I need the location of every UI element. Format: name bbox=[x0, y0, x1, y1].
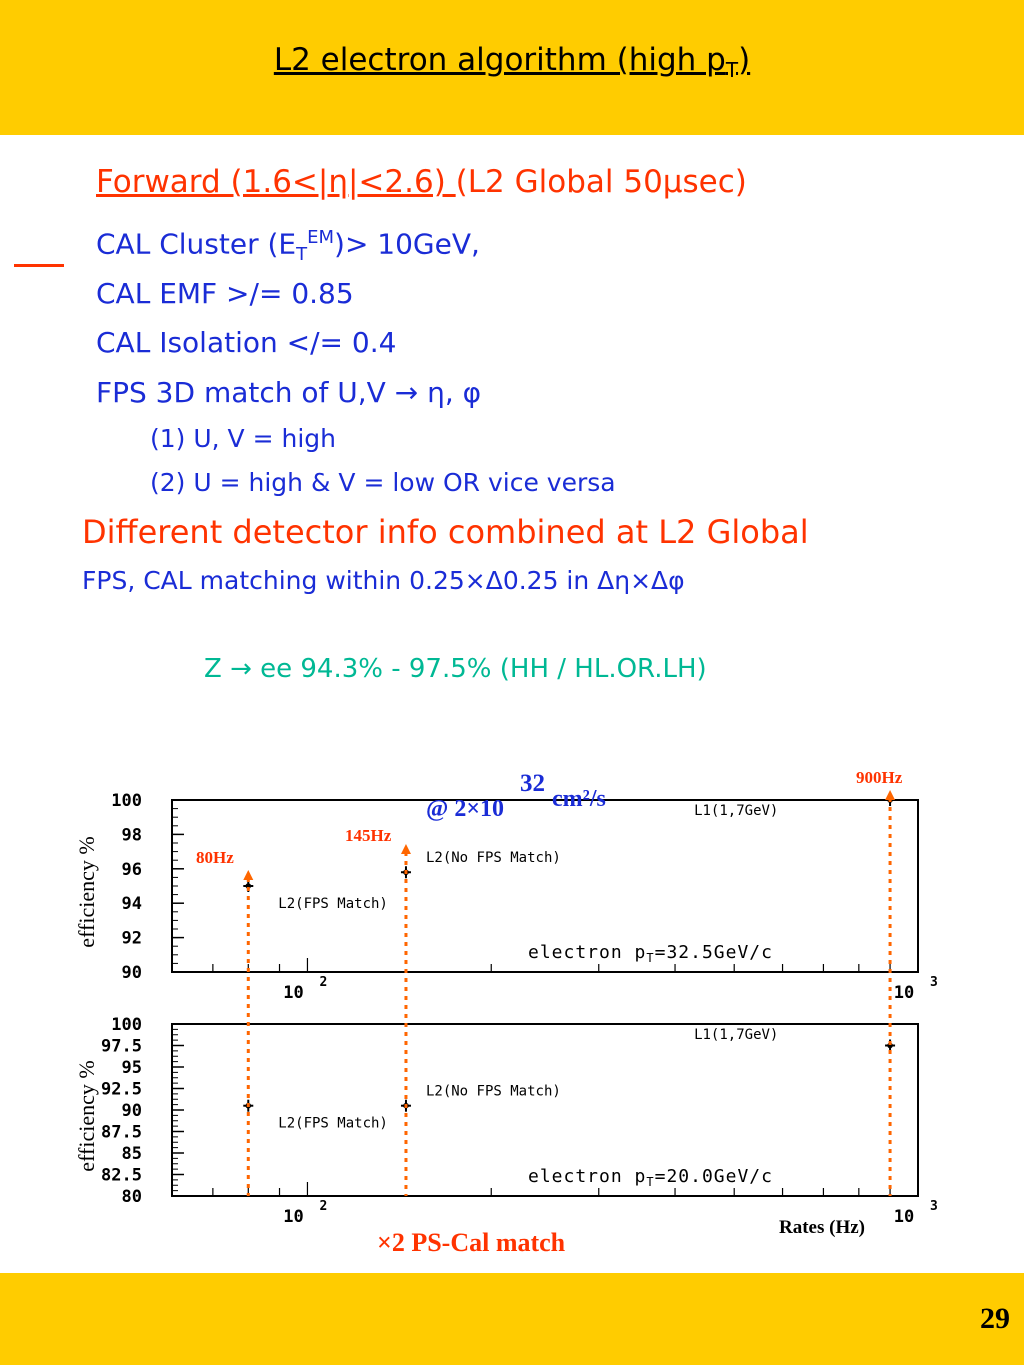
matching-note: FPS, CAL matching within 0.25×Δ0.25 in Δη×Δφ bbox=[82, 566, 685, 595]
y-axis-label: efficiency % bbox=[74, 836, 99, 948]
bullet-dash bbox=[14, 264, 64, 267]
y-tick-label: 82.5 bbox=[101, 1165, 142, 1186]
y-tick-label: 94 bbox=[121, 894, 142, 915]
point-label: L2(No FPS Match) bbox=[425, 850, 561, 867]
point-label: L1(1,7GeV) bbox=[694, 1027, 779, 1043]
x-tick-label: 10 bbox=[893, 983, 915, 1003]
y-tick-label: 90 bbox=[121, 963, 142, 983]
x-tick-label: 10 bbox=[283, 983, 304, 1003]
y-axis-label: efficiency % bbox=[74, 1060, 99, 1172]
x-tick-exponent: 2 bbox=[319, 1199, 328, 1214]
x-tick-exponent: 3 bbox=[930, 975, 938, 990]
y-tick-label: 92.5 bbox=[101, 1079, 142, 1100]
page-number: 29 bbox=[980, 1302, 1010, 1335]
rate-label-145: 145Hz bbox=[345, 826, 392, 845]
energy-annotation: electron $p_T=20.0GeV/c$ bbox=[528, 1166, 773, 1189]
rate-marker-arrow bbox=[885, 790, 895, 800]
y-tick-label: 87.5 bbox=[101, 1122, 142, 1143]
sub-bullet-1: (1) U, V = high bbox=[150, 424, 336, 453]
y-tick-label: 98 bbox=[121, 825, 142, 846]
bottom-banner bbox=[0, 1273, 1024, 1365]
y-tick-label: 80 bbox=[121, 1187, 142, 1207]
luminosity-exponent: 32 bbox=[520, 770, 545, 797]
x-tick-exponent: 3 bbox=[930, 1199, 938, 1214]
bullet-cal-emf: CAL EMF >/= 0.85 bbox=[96, 277, 354, 310]
efficiency-charts bbox=[0, 712, 1024, 1272]
rate-marker-arrow bbox=[243, 870, 253, 880]
y-tick-label: 90 bbox=[121, 1101, 142, 1121]
energy-annotation: electron $p_T=32.5GeV/c$ bbox=[528, 942, 773, 965]
luminosity-label: @ 2×10 bbox=[426, 796, 504, 822]
y-tick-label: 100 bbox=[111, 791, 142, 811]
bullet-cal-isolation: CAL Isolation </= 0.4 bbox=[96, 326, 397, 359]
x-tick-label: 10 bbox=[283, 1207, 304, 1227]
zee-efficiency-note: Z → ee 94.3% - 97.5% (HH / HL.OR.LH) bbox=[204, 654, 707, 684]
y-tick-label: 85 bbox=[121, 1144, 142, 1164]
luminosity-unit: cm²/s bbox=[552, 786, 606, 812]
y-tick-label: 95 bbox=[121, 1058, 142, 1078]
rate-marker-arrow bbox=[401, 844, 411, 854]
slide-title: L2 electron algorithm (high $p_T$) bbox=[273, 42, 751, 83]
point-label: L2(No FPS Match) bbox=[425, 1083, 561, 1100]
y-tick-label: 92 bbox=[121, 928, 142, 949]
section-heading: Forward (1.6<|η|<2.6) (L2 Global 50μsec) bbox=[96, 164, 747, 200]
sub-bullet-2: (2) U = high & V = low OR vice versa bbox=[150, 468, 616, 497]
x-tick-exponent: 2 bbox=[319, 975, 328, 990]
ps-cal-match-note: ×2 PS-Cal match bbox=[377, 1228, 566, 1257]
rate-label-80: 80Hz bbox=[196, 848, 234, 867]
y-tick-label: 96 bbox=[121, 859, 142, 880]
x-axis-label: Rates (Hz) bbox=[779, 1217, 865, 1238]
point-label: L2(FPS Match) bbox=[278, 1115, 388, 1132]
x-tick-label: 10 bbox=[893, 1207, 915, 1227]
rate-label-900: 900Hz bbox=[856, 768, 903, 787]
bullet-cal-cluster: CAL Cluster $(E_T^{EM})> 10GeV$, bbox=[96, 227, 480, 265]
combined-heading: Different detector info combined at L2 Global bbox=[82, 513, 809, 551]
bullet-fps-match: FPS 3D match of U,V → η, φ bbox=[96, 376, 482, 409]
point-label: L2(FPS Match) bbox=[278, 896, 388, 912]
point-label: L1(1,7GeV) bbox=[694, 803, 779, 819]
y-tick-label: 97.5 bbox=[101, 1036, 142, 1057]
y-tick-label: 100 bbox=[111, 1015, 142, 1035]
